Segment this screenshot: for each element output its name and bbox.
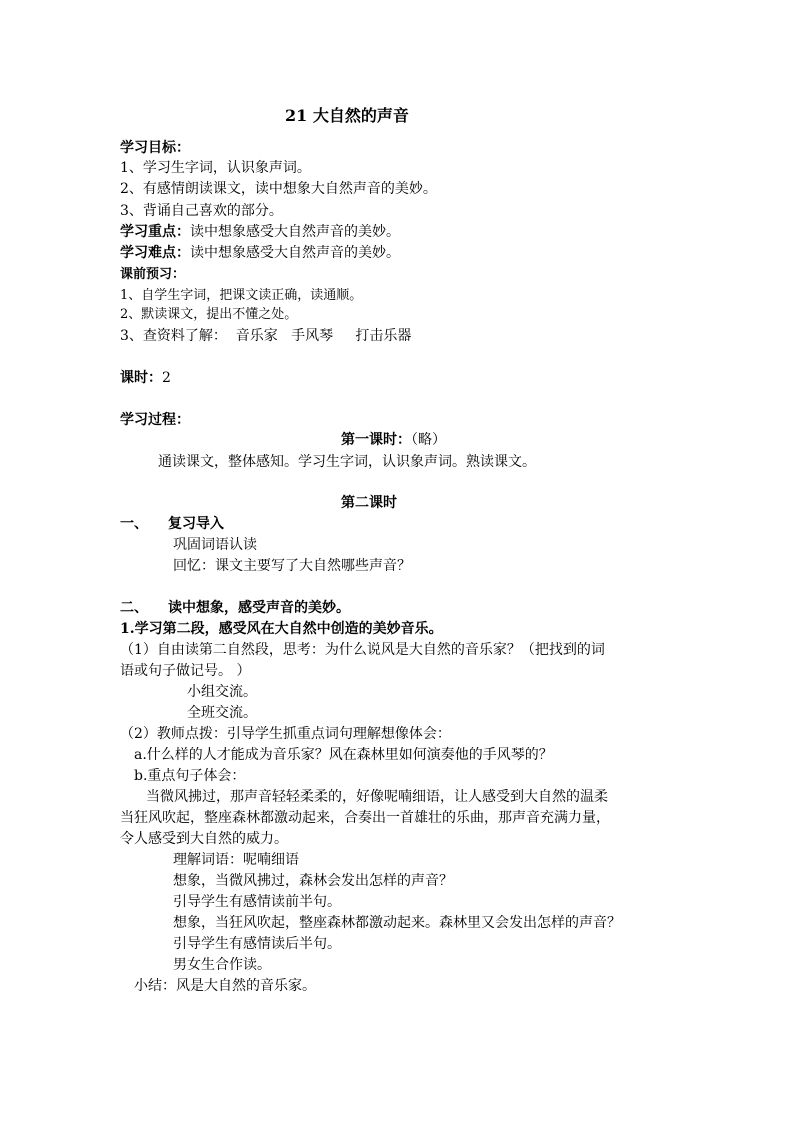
objective-item: 1、学习生字词，认识象声词。 xyxy=(120,160,311,176)
process-heading: 学习过程： xyxy=(120,412,190,428)
body-line: 理解词语：呢喃细语 xyxy=(173,852,299,868)
body-line: 男女生合作读。 xyxy=(173,957,271,973)
body-line: 引导学生有感情读后半句。 xyxy=(173,936,341,952)
objectives-heading: 学习目标： xyxy=(120,140,190,156)
objective-item: 3、背诵自己喜欢的部分。 xyxy=(120,203,283,219)
difficulty-text: 读中想象感受大自然声音的美妙。 xyxy=(190,245,400,261)
section2-title: 读中想象，感受声音的美妙。 xyxy=(168,600,350,616)
body-line: 想象，当狂风吹起，整座森林都激动起来。森林里又会发出怎样的声音？ xyxy=(173,915,621,931)
step1-heading: 1.学习第二段，感受风在大自然中创造的美妙音乐。 xyxy=(120,621,443,637)
body-line: 当微风拂过，那声音轻轻柔柔的，好像呢喃细语，让人感受到大自然的温柔 xyxy=(146,789,608,805)
page-title: 21 大自然的声音 xyxy=(285,106,409,125)
difficulty xyxy=(120,243,400,263)
key-point-text: 读中想象感受大自然声音的美妙。 xyxy=(190,224,400,240)
lesson1-text: 通读课文，整体感知。学习生字词，认识象声词。熟读课文。 xyxy=(158,454,536,470)
body-line: （1）自由读第二自然段，思考：为什么说风是大自然的音乐家？（把找到的词 xyxy=(120,642,605,658)
section1-title: 复习导入 xyxy=(168,516,224,532)
body-line: 引导学生有感情读前半句。 xyxy=(173,894,341,910)
class-hours-label: 课时： xyxy=(120,370,162,386)
section1-line: 回忆：课文主要写了大自然哪些声音？ xyxy=(173,558,411,574)
lesson2-title: 第二课时 xyxy=(341,495,397,511)
objective-item: 2、有感情朗读课文，读中想象大自然声音的美妙。 xyxy=(120,181,437,197)
class-hours xyxy=(120,368,171,388)
body-line: 令人感受到大自然的威力。 xyxy=(120,831,288,847)
class-hours-value: 2 xyxy=(162,370,171,386)
body-line: 全班交流。 xyxy=(187,705,257,721)
body-line: 想象，当微风拂过，森林会发出怎样的声音？ xyxy=(173,873,453,889)
key-point-label: 学习重点： xyxy=(120,224,190,240)
section2-number: 二、 xyxy=(120,600,148,616)
key-point xyxy=(120,222,400,242)
summary-line: 小结：风是大自然的音乐家。 xyxy=(134,978,316,994)
body-line: （2）教师点拨：引导学生抓重点词句理解想像体会： xyxy=(120,726,451,742)
lesson1-title-text: 第一课时： xyxy=(341,432,411,448)
section1-line: 巩固词语认读 xyxy=(173,537,257,553)
lesson1-title xyxy=(341,430,446,450)
preview-item: 2、默读课文，提出不懂之处。 xyxy=(120,307,298,322)
lesson1-note: （略） xyxy=(411,432,446,448)
difficulty-label: 学习难点： xyxy=(120,245,190,261)
body-line: 小组交流。 xyxy=(187,684,257,700)
preview-item: 1、自学生字词，把课文读正确，读通顺。 xyxy=(120,288,363,303)
section1-number: 一、 xyxy=(120,516,148,532)
body-line: 语或句子做记号。 ） xyxy=(120,663,251,679)
preview-item: 3、查资料了解： 音乐家 手风琴 打击乐器 xyxy=(120,328,412,344)
preview-heading: 课前预习： xyxy=(120,267,186,282)
body-line: a.什么样的人才能成为音乐家？风在森林里如何演奏他的手风琴的？ xyxy=(134,747,553,763)
body-line: b.重点句子体会： xyxy=(134,768,246,784)
body-line: 当狂风吹起，整座森林都激动起来，合奏出一首雄壮的乐曲，那声音充满力量， xyxy=(120,810,610,826)
